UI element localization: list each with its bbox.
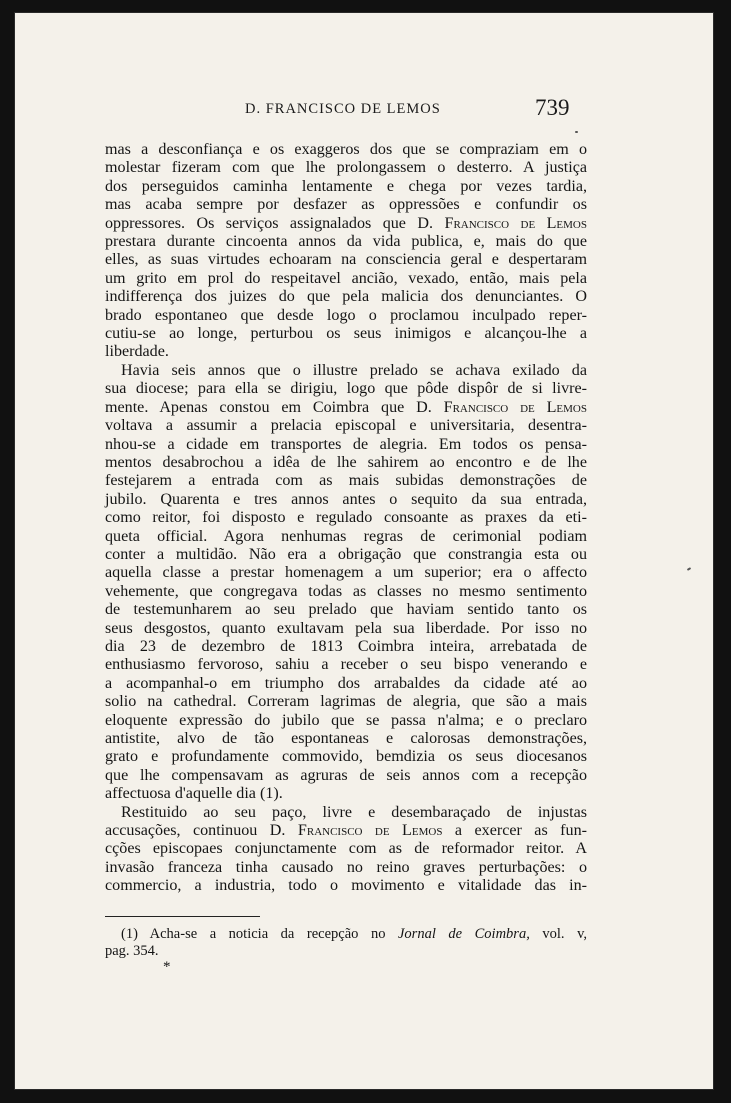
text-line-32: eloquente expressão do jubilo que se passa n'alma; e o preclaro xyxy=(105,711,587,729)
text-line-28: dia 23 de dezembro de 1813 Coimbra inteira, arrebatada de xyxy=(105,637,587,655)
name-smallcaps-2: D. Francisco de Lemos xyxy=(416,398,587,416)
footnote-prefix: (1) Acha-se a noticia da recepção no xyxy=(121,926,398,942)
book-page xyxy=(14,12,714,1090)
text-line-27: seus desgostos, quanto exultavam pela sua liberdade. Por isso no xyxy=(105,619,587,637)
text-line-12: liberdade. xyxy=(105,343,169,361)
text-line-9: indifferença dos juizes do que pela malicia dos denunciantes. O xyxy=(105,288,587,306)
text-line-20: jubilo. Quarenta e tres annos antes o sequito da sua entrada, xyxy=(105,490,587,508)
text-line-29: enthusiasmo fervoroso, sahiu a receber o seu bispo venerando e xyxy=(105,656,587,674)
text-line-19: festejarem a entrada com as mais subidas demonstrações de xyxy=(105,472,587,490)
text-line-35: que lhe compensavam as agruras de seis annos com a recepção xyxy=(105,766,587,784)
text-line-13: Havia seis annos que o illustre prelado se achava exilado da xyxy=(121,361,587,379)
running-title: D. FRANCISCO DE LEMOS xyxy=(245,101,441,117)
text-line-23: conter a multidão. Não era a obrigação que constrangia esta ou xyxy=(105,545,587,563)
text-line-15 xyxy=(105,399,587,417)
text-line-2: molestar fizeram com que lhe prolongassem o desterro. A justiça xyxy=(105,159,587,177)
name-smallcaps-3: D. Francisco de Lemos xyxy=(269,822,443,840)
text-line-41: commercio, a industria, todo o movimento e vitalidade das in- xyxy=(105,877,587,895)
text-line-6: prestara durante cincoenta annos da vida publica, e, mais do que xyxy=(105,233,587,251)
text-line-15-start: mente. Apenas constou em Coimbra que xyxy=(105,398,417,416)
body-text xyxy=(105,141,587,896)
text-line-25: vehemente, que congregava todas as classes no mesmo sentimento xyxy=(105,582,587,600)
footnote-rule xyxy=(105,916,260,917)
text-line-39: cções episcopaes conjunctamente com as de reformador reitor. A xyxy=(105,840,587,858)
text-line-37: Restituido ao seu paço, livre e desembaraçado de injustas xyxy=(121,803,587,821)
running-head xyxy=(15,95,715,131)
footnote-line-1 xyxy=(105,926,587,943)
text-line-16: voltava a assumir a prelacia episcopal e universitaria, desentra- xyxy=(105,417,587,435)
page-speck xyxy=(575,131,578,133)
footnote-line-2: pag. 354. xyxy=(105,943,159,959)
text-line-24: aquella classe a prestar homenagem a um superior; era o affecto xyxy=(105,564,587,582)
name-smallcaps-1: D. Francisco de Lemos xyxy=(417,214,587,232)
footnote-journal-title: Jornal de Coimbra, xyxy=(398,926,530,942)
text-line-36: affectuosa d'aquelle dia (1). xyxy=(105,785,283,803)
text-line-5 xyxy=(105,215,587,233)
text-line-11: cutiu-se ao longe, perturbou os seus inimigos e alcançou-lhe a xyxy=(105,325,587,343)
text-line-38-tail: a exercer as fun- xyxy=(442,822,587,840)
text-line-38 xyxy=(105,822,587,840)
footnote xyxy=(105,926,587,960)
text-line-31: solio na cathedral. Correram lagrimas de alegria, que são a mais xyxy=(105,693,587,711)
text-line-33: antistite, alvo de tão espontaneas e calorosas demonstrações, xyxy=(105,730,587,747)
text-line-18: mentos desabrochou a idêa de lhe sahirem ao encontro e de lhe xyxy=(105,453,587,471)
asterisk-mark: * xyxy=(163,959,171,975)
text-line-26: de testemunharem ao seu prelado que haviam sentido tanto os xyxy=(105,601,587,619)
text-line-21: como reitor, foi disposto e regulado consoante as praxes da eti- xyxy=(105,509,587,527)
page-number: 739 xyxy=(535,95,570,120)
text-line-22: queta official. Agora nenhumas regras de cerimonial podiam xyxy=(105,527,587,545)
text-line-14: sua diocese; para ella se dirigiu, logo que pôde dispôr de si livre- xyxy=(105,380,587,398)
page-speck xyxy=(687,567,691,571)
text-line-8: um grito em prol do respeitavel ancião, vexado, então, mais pela xyxy=(105,269,587,287)
text-line-30: a acompanhal-o em triumpho dos arrabaldes da cidade até ao xyxy=(105,674,587,692)
text-line-1: mas a desconfiança e os exaggeros dos que se compraziam em o xyxy=(105,141,587,158)
text-line-17: nhou-se a cidade em transportes de alegria. Em todos os pensa- xyxy=(105,435,587,453)
text-line-5-start: oppressores. Os serviços assignalados que xyxy=(105,214,418,232)
text-line-10: brado espontaneo que desde logo o proclamou inculpado reper- xyxy=(105,306,587,324)
text-line-4: mas acaba sempre por desfazer as oppressões e confundir os xyxy=(105,196,587,214)
text-line-38-start: accusações, continuou xyxy=(105,822,270,840)
text-line-34: grato e profundamente commovido, bemdizia os seus diocesanos xyxy=(105,748,587,766)
text-line-40: invasão franceza tinha causado no reino graves perturbações: o xyxy=(105,858,587,876)
footnote-suffix: vol. v, xyxy=(529,926,588,942)
text-line-3: dos perseguidos caminha lentamente e chega por vezes tardia, xyxy=(105,177,587,195)
text-line-7: elles, as suas virtudes echoaram na consciencia geral e despertaram xyxy=(105,251,587,269)
